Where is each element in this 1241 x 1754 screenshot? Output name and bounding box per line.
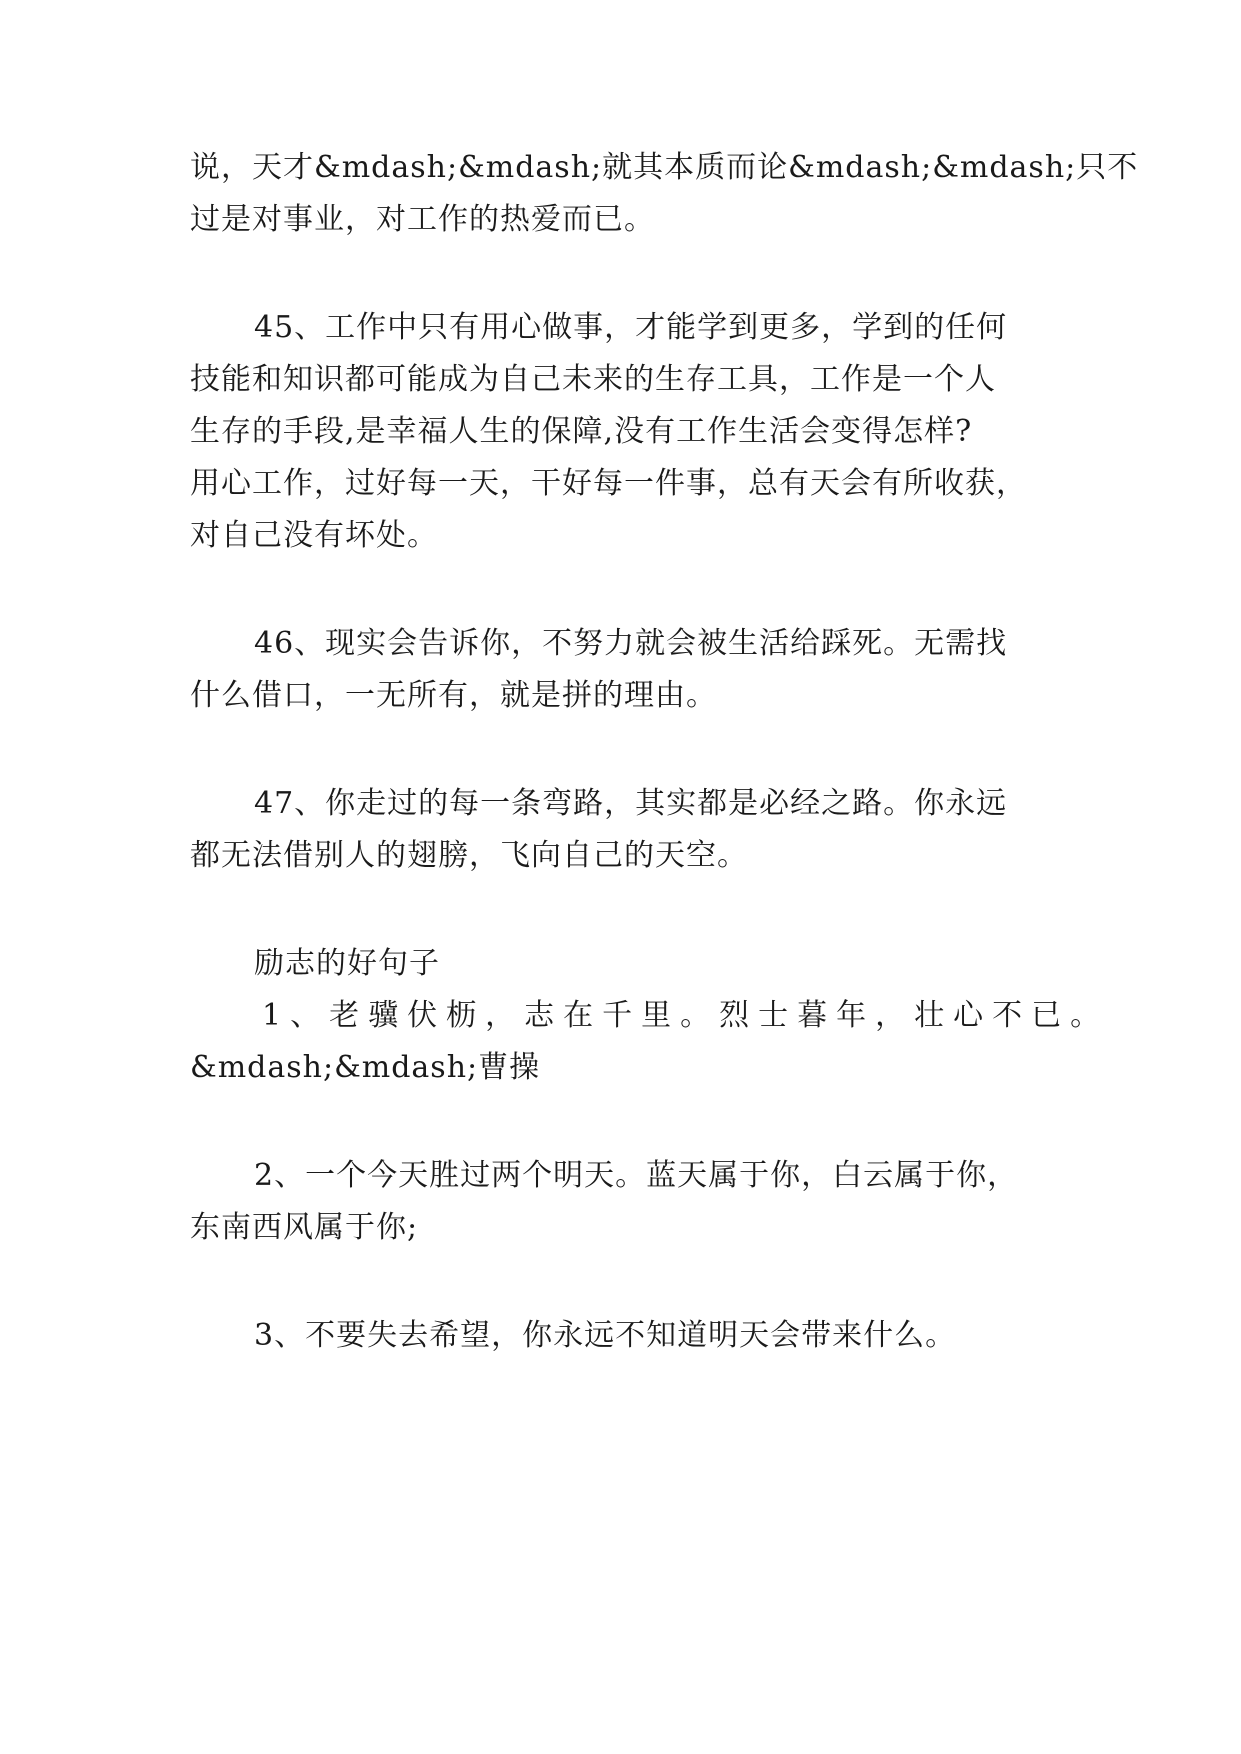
text-line: 对自己没有坏处。 [190,518,438,553]
text-line: 什么借口，一无所有，就是拼的理由。 [190,678,717,713]
text-line: 说，天才&mdash;&mdash;就其本质而论&mdash;&mdash;只不 [190,150,1139,185]
quote-2-line-1: 2、一个今天胜过两个明天。蓝天属于你，白云属于你， [254,1158,1019,1193]
quote-3-line-1: 3、不要失去希望，你永远不知道明天会带来什么。 [254,1318,957,1353]
section-heading: 励志的好句子 [254,946,440,981]
paragraph-47-line-1: 47、你走过的每一条弯路，其实都是必经之路。你永远 [254,786,1008,821]
text-line: 东南西风属于你; [190,1210,419,1245]
quote-1-line-1: 1、老骥伏枥，志在千里。烈士暮年，壮心不已。 [262,998,1110,1033]
text-line: 都无法借别人的翅膀，飞向自己的天空。 [190,838,748,873]
quote-1-attribution: &mdash;&mdash;曹操 [190,1050,541,1085]
text-line: 过是对事业，对工作的热爱而已。 [190,202,655,237]
paragraph-46-line-1: 46、现实会告诉你，不努力就会被生活给踩死。无需找 [254,626,1008,661]
paragraph-45-line-1: 45、工作中只有用心做事，才能学到更多，学到的任何 [254,310,1008,345]
text-line: 生存的手段,是幸福人生的保障,没有工作生活会变得怎样? [190,414,973,449]
text-line: 用心工作，过好每一天，干好每一件事，总有天会有所收获， [190,466,1027,501]
text-line: 技能和知识都可能成为自己未来的生存工具，工作是一个人 [190,362,996,397]
